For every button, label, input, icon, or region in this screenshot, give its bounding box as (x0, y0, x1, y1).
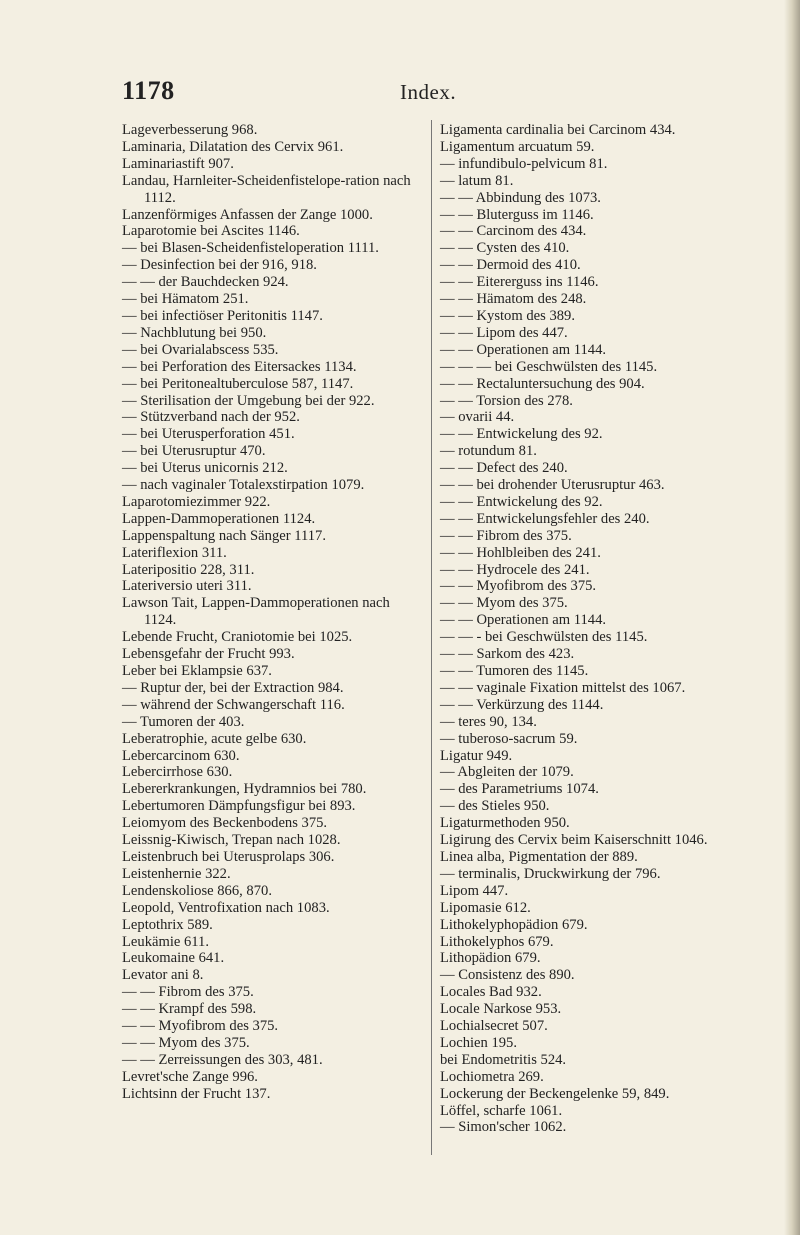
index-entry: Lebercirrhose 630. (122, 764, 233, 781)
index-entry: Lochialsecret 507. (440, 1018, 548, 1035)
page-edge-shadow (784, 0, 800, 1235)
index-entry: Lebererkrankungen, Hydramnios bei 780. (122, 781, 367, 798)
index-entry: Linea alba, Pigmentation der 889. (440, 848, 638, 865)
index-entry: — — Myom des 375. (122, 1034, 250, 1051)
index-entry: — Consistenz des 890. (440, 967, 575, 984)
index-entry: Lendenskoliose 866, 870. (122, 882, 272, 899)
index-entry: — — bei drohender Uterusruptur 463. (440, 477, 665, 494)
index-entry: Levator ani 8. (122, 967, 204, 984)
index-column-left (122, 122, 422, 1103)
index-entry: — bei Peritonealtuberculose 587, 1147. (122, 375, 354, 392)
index-entry: Leistenhernie 322. (122, 865, 231, 882)
index-entry: Lebertumoren Dämpfungsfigur bei 893. (122, 798, 356, 815)
index-entry: — Desinfection bei der 916, 918. (122, 257, 317, 274)
index-entry: — — Entwickelung des 92. (440, 426, 603, 443)
page-number: 1178 (122, 76, 175, 105)
index-entry: Lebensgefahr der Frucht 993. (122, 646, 295, 663)
index-entry: Lithopädion 679. (440, 950, 541, 967)
index-entry: — rotundum 81. (440, 443, 537, 460)
index-entry: — bei Perforation des Eitersackes 1134. (122, 358, 357, 375)
index-entry: Leukomaine 641. (122, 950, 225, 967)
index-entry: Laparotomie bei Ascites 1146. (122, 223, 300, 240)
index-entry: — — - bei Geschwülsten des 1145. (440, 629, 648, 646)
index-entry: — — Tumoren des 1145. (440, 663, 589, 679)
index-entry: Leissnig-Kiwisch, Trepan nach 1028. (122, 832, 341, 849)
index-entry: — Abgleiten der 1079. (440, 764, 574, 781)
index-entry: — latum 81. (440, 172, 514, 189)
index-entry: Leberatrophie, acute gelbe 630. (122, 730, 307, 747)
page-header (0, 70, 800, 110)
index-entry: — — Myom des 375. (440, 595, 568, 612)
column-divider (431, 120, 432, 1155)
index-entry: Lochiometra 269. (440, 1068, 544, 1085)
index-entry: — Sterilisation der Umgebung bei der 922. (122, 392, 375, 409)
index-entry: — terminalis, Druckwirkung der 796. (440, 865, 661, 882)
index-entry: Leopold, Ventrofixation nach 1083. (122, 899, 330, 916)
index-entry: — — der Bauchdecken 924. (122, 274, 289, 291)
index-entry: Leiomyom des Beckenbodens 375. (122, 815, 328, 832)
index-entry: — — Myofibrom des 375. (440, 578, 597, 595)
index-entry: Ligirung des Cervix beim Kaiserschnitt 1046. (440, 832, 708, 849)
index-entry: — — Eitererguss ins 1146. (440, 274, 599, 291)
index-entry: — — Sarkom des 423. (440, 646, 575, 663)
index-entry: — — Cysten des 410. (440, 240, 570, 257)
index-entry: Ligaturmethoden 950. (440, 815, 570, 832)
index-entry: Lochien 195. (440, 1034, 518, 1051)
index-entry: — nach vaginaler Totalexstirpation 1079. (122, 477, 365, 494)
index-entry: Lateripositio 228, 311. (122, 561, 255, 578)
index-entry: — — Hämatom des 248. (440, 291, 587, 308)
index-entry: Leukämie 611. (122, 933, 209, 950)
index-entry: — bei Uterusperforation 451. (122, 426, 295, 443)
index-entry: Levret'sche Zange 996. (122, 1068, 258, 1085)
running-head: Index. (400, 80, 457, 104)
index-entry: Lebende Frucht, Craniotomie bei 1025. (122, 629, 353, 646)
index-entry: Lappenspaltung nach Sänger 1117. (122, 527, 326, 544)
index-entry: — — Zerreissungen des 303, 481. (122, 1051, 323, 1068)
index-entry: Lockerung der Beckengelenke 59, 849. (440, 1085, 670, 1102)
index-entry: — ovarii 44. (440, 409, 515, 426)
index-entry: — während der Schwangerschaft 116. (122, 696, 345, 713)
index-entry: — — Operationen am 1144. (440, 341, 607, 358)
index-entry: Locales Bad 932. (440, 984, 542, 1001)
index-entry: — — Hydrocele des 241. (440, 561, 590, 578)
index-entry: — Ruptur der, bei der Extraction 984. (122, 679, 344, 696)
index-entry: — — Verkürzung des 1144. (440, 696, 604, 713)
index-entry: — Nachblutung bei 950. (122, 324, 267, 341)
index-entry: — bei Blasen-Scheidenfisteloperation 1111. (122, 240, 379, 257)
index-entry: — teres 90, 134. (440, 713, 537, 730)
index-entry: Lappen-Dammoperationen 1124. (122, 510, 316, 527)
index-entry: Lipom 447. (440, 882, 509, 899)
index-entry: Lawson Tait, Lappen-Dammoperationen nach 1124. (122, 595, 390, 629)
index-entry: Laminaria, Dilatation des Cervix 961. (122, 138, 344, 155)
index-entry: — — Fibrom des 375. (440, 527, 572, 544)
index-entry: Lageverbesserung 968. (122, 122, 258, 138)
index-entry: Laparotomiezimmer 922. (122, 493, 271, 510)
index-entry: Lateriversio uteri 311. (122, 578, 252, 595)
index-entry: — — Dermoid des 410. (440, 257, 581, 274)
index-entry: — Stützverband nach der 952. (122, 409, 300, 426)
index-entry: — — Rectaluntersuchung des 904. (440, 375, 645, 392)
index-entry: — — Defect des 240. (440, 460, 568, 477)
index-entry: Leber bei Eklampsie 637. (122, 663, 272, 679)
index-entry: — — Entwickelungsfehler des 240. (440, 510, 650, 527)
index-entry: Lanzenförmiges Anfassen der Zange 1000. (122, 206, 373, 223)
index-entry: — — Abbindung des 1073. (440, 189, 601, 206)
index-entry: Leptothrix 589. (122, 916, 213, 933)
index-entry: — infundibulo-pelvicum 81. (440, 155, 608, 172)
index-entry: bei Endometritis 524. (440, 1051, 567, 1068)
index-entry: Lipomasie 612. (440, 899, 531, 916)
index-entry: Ligamenta cardinalia bei Carcinom 434. (440, 122, 676, 138)
index-entry: Löffel, scharfe 1061. (440, 1102, 563, 1119)
index-entry: — — Entwickelung des 92. (440, 493, 603, 510)
index-entry: — bei Hämatom 251. (122, 291, 249, 308)
index-entry: — — Kystom des 389. (440, 307, 575, 324)
index-entry: — — — bei Geschwülsten des 1145. (440, 358, 658, 375)
index-entry: Lichtsinn der Frucht 137. (122, 1085, 271, 1102)
index-entry: — — Lipom des 447. (440, 324, 568, 341)
index-entry: Locale Narkose 953. (440, 1001, 562, 1018)
index-entry: — — Myofibrom des 375. (122, 1018, 279, 1035)
index-entry: Laminariastift 907. (122, 155, 234, 172)
index-entry: — des Stieles 950. (440, 798, 550, 815)
index-entry: — des Parametriums 1074. (440, 781, 599, 798)
index-entry: — bei Uterusruptur 470. (122, 443, 266, 460)
index-entry: — bei Ovarialabscess 535. (122, 341, 279, 358)
index-column-right (440, 122, 758, 1136)
index-entry: — — Carcinom des 434. (440, 223, 587, 240)
index-entry: — bei Uterus unicornis 212. (122, 460, 288, 477)
index-entry: Landau, Harnleiter-Scheidenfistelope-ration nach 1112. (122, 172, 411, 206)
index-entry: Lithokelyphos 679. (440, 933, 554, 950)
index-entry: Lateriflexion 311. (122, 544, 227, 561)
index-entry: Ligatur 949. (440, 747, 513, 764)
index-entry: — — Fibrom des 375. (122, 984, 254, 1001)
index-entry: — — Torsion des 278. (440, 392, 573, 409)
index-entry: Lebercarcinom 630. (122, 747, 240, 764)
index-entry: — — Bluterguss im 1146. (440, 206, 594, 223)
index-entry: — — vaginale Fixation mittelst des 1067. (440, 679, 686, 696)
index-entry: — — Krampf des 598. (122, 1001, 257, 1018)
index-entry: — — Operationen am 1144. (440, 612, 607, 629)
index-entry: — — Hohlbleiben des 241. (440, 544, 601, 561)
index-entry: Ligamentum arcuatum 59. (440, 138, 595, 155)
index-entry: — bei infectiöser Peritonitis 1147. (122, 307, 323, 324)
index-entry: Leistenbruch bei Uterusprolaps 306. (122, 848, 335, 865)
index-entry: — Tumoren der 403. (122, 713, 245, 730)
index-entry: — tuberoso-sacrum 59. (440, 730, 578, 747)
index-entry: — Simon'scher 1062. (440, 1119, 567, 1136)
index-entry: Lithokelyphopädion 679. (440, 916, 588, 933)
